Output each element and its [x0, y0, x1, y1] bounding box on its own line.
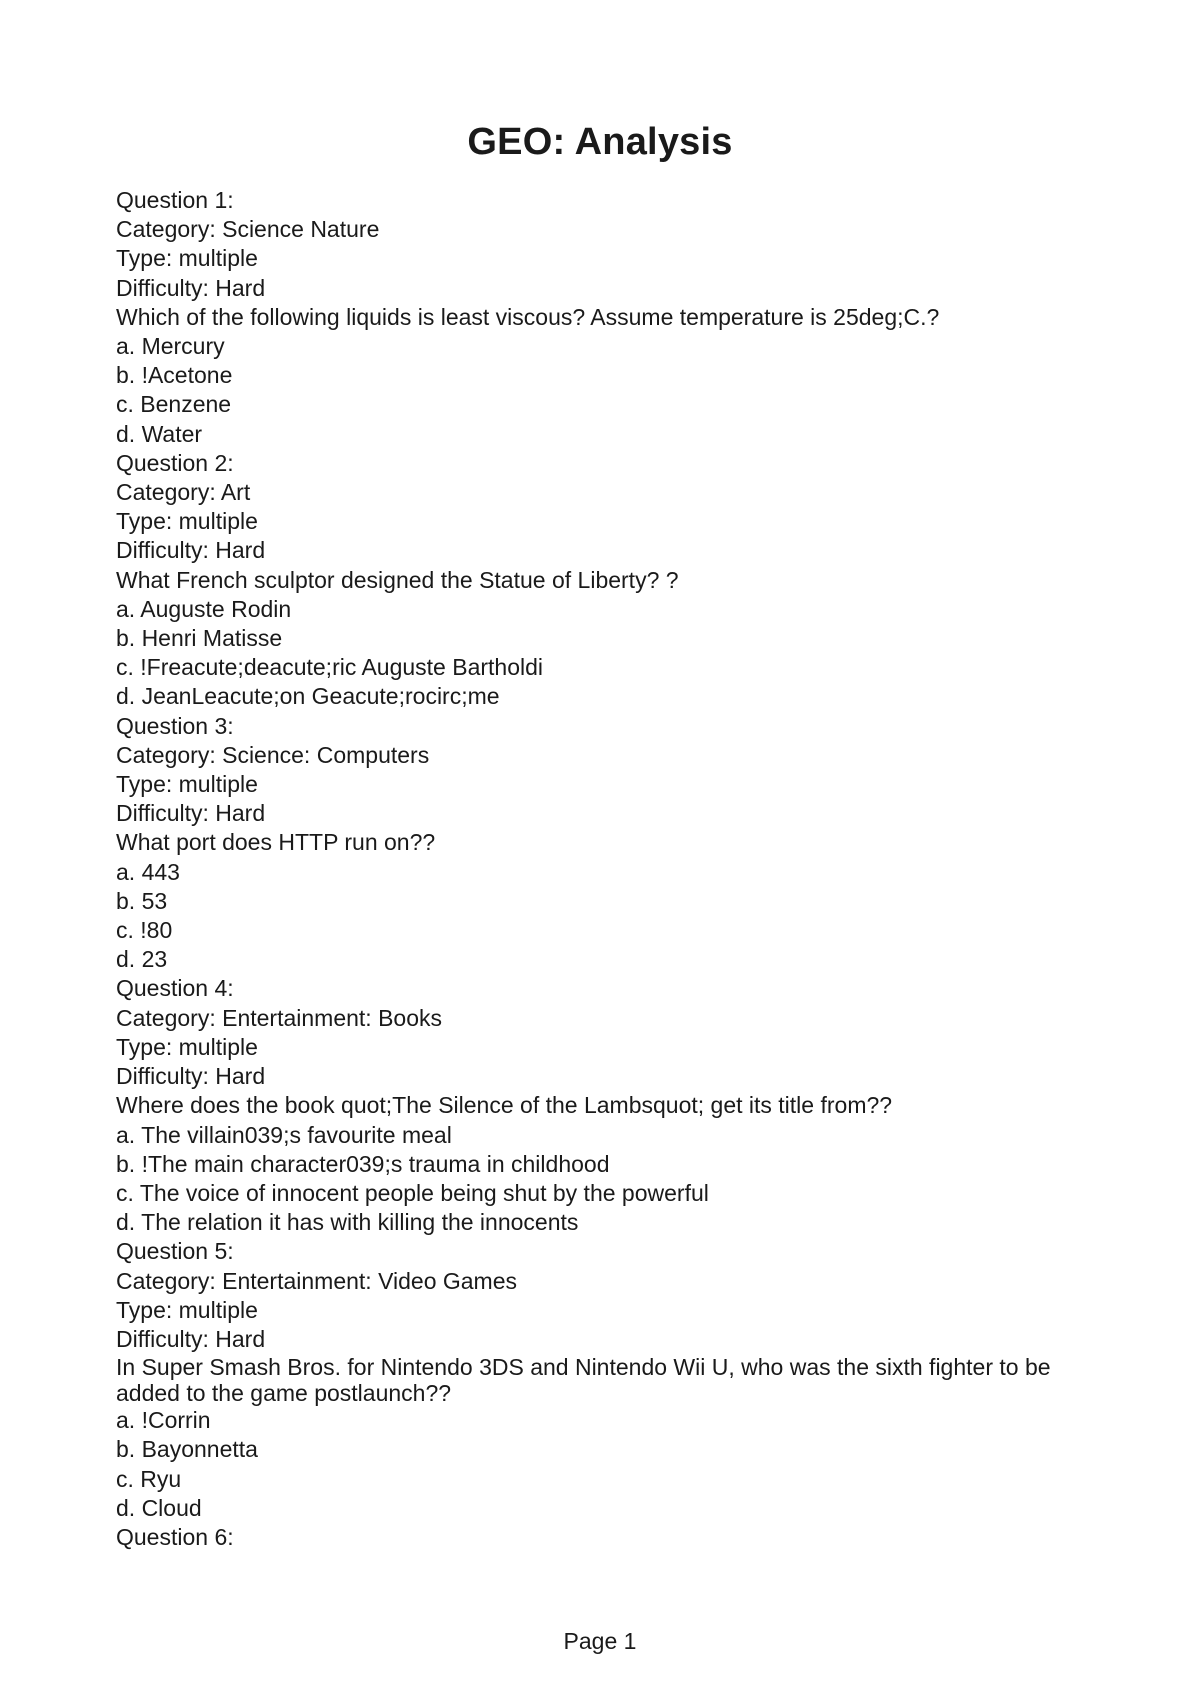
answer-option: d. Cloud [116, 1494, 202, 1521]
question-type: Type: multiple [116, 1033, 258, 1060]
document-title: GEO: Analysis [467, 121, 733, 163]
question-block [116, 186, 1096, 449]
question-type: Type: multiple [116, 508, 258, 535]
answer-option: a. !Corrin [116, 1407, 211, 1434]
question-text: What port does HTTP run on?? [116, 829, 436, 856]
question-category: Category: Art [116, 479, 251, 506]
question-header: Question 5: [116, 1238, 234, 1265]
question-text: In Super Smash Bros. for Nintendo 3DS and Nintendo Wii U, who was the sixth fighter to be added to the game postlaunch?? [116, 1354, 1057, 1407]
question-text: Where does the book quot;The Silence of the Lambsquot; get its title from?? [116, 1092, 893, 1119]
answer-option: d. JeanLeacute;on Geacute;rocirc;me [116, 683, 500, 710]
question-category: Category: Entertainment: Video Games [116, 1267, 518, 1294]
question-header: Question 2: [116, 449, 234, 476]
question-category: Category: Science Nature [116, 216, 380, 243]
answer-option: b. !The main character039;s trauma in childhood [116, 1150, 610, 1177]
question-type: Type: multiple [116, 245, 258, 272]
answer-option: b. Bayonnetta [116, 1436, 258, 1463]
answer-option: a. 443 [116, 858, 180, 885]
question-block [116, 1237, 1096, 1523]
page-number: Page 1 [563, 1628, 637, 1654]
answer-option: c. !Freacute;deacute;ric Auguste Bartholdi [116, 654, 544, 681]
answer-option: d. 23 [116, 946, 168, 973]
question-type: Type: multiple [116, 771, 258, 798]
question-header: Question 1: [116, 187, 234, 213]
question-header: Question 3: [116, 712, 234, 739]
question-category: Category: Entertainment: Books [116, 1004, 442, 1031]
question-difficulty: Difficulty: Hard [116, 1063, 266, 1090]
question-difficulty: Difficulty: Hard [116, 274, 266, 301]
answer-option: a. Mercury [116, 333, 225, 360]
question-difficulty: Difficulty: Hard [116, 537, 266, 564]
answer-option: d. Water [116, 420, 203, 447]
answer-option: b. 53 [116, 887, 168, 914]
answer-option: a. The villain039;s favourite meal [116, 1121, 452, 1148]
answer-option: c. Benzene [116, 391, 232, 418]
answer-option: b. Henri Matisse [116, 625, 283, 652]
question-block [116, 974, 1096, 1237]
question-type: Type: multiple [116, 1296, 258, 1323]
question-block [116, 449, 1096, 712]
question-text: What French sculptor designed the Statue of Liberty? ? [116, 566, 679, 593]
question-header: Question 6: [116, 1523, 234, 1550]
question-list [116, 186, 1096, 1552]
answer-option: a. Auguste Rodin [116, 595, 292, 622]
question-header: Question 4: [116, 975, 234, 1002]
question-category: Category: Science: Computers [116, 741, 430, 768]
answer-option: b. !Acetone [116, 362, 233, 389]
answer-option: d. The relation it has with killing the innocents [116, 1209, 579, 1236]
question-difficulty: Difficulty: Hard [116, 800, 266, 827]
question-block [116, 712, 1096, 975]
question-text: Which of the following liquids is least viscous? Assume temperature is 25deg;C.? [116, 303, 940, 330]
answer-option: c. The voice of innocent people being shut by the powerful [116, 1179, 709, 1206]
answer-option: c. Ryu [116, 1465, 182, 1492]
question-block [116, 1523, 1096, 1552]
answer-option: c. !80 [116, 917, 173, 944]
question-difficulty: Difficulty: Hard [116, 1325, 266, 1352]
